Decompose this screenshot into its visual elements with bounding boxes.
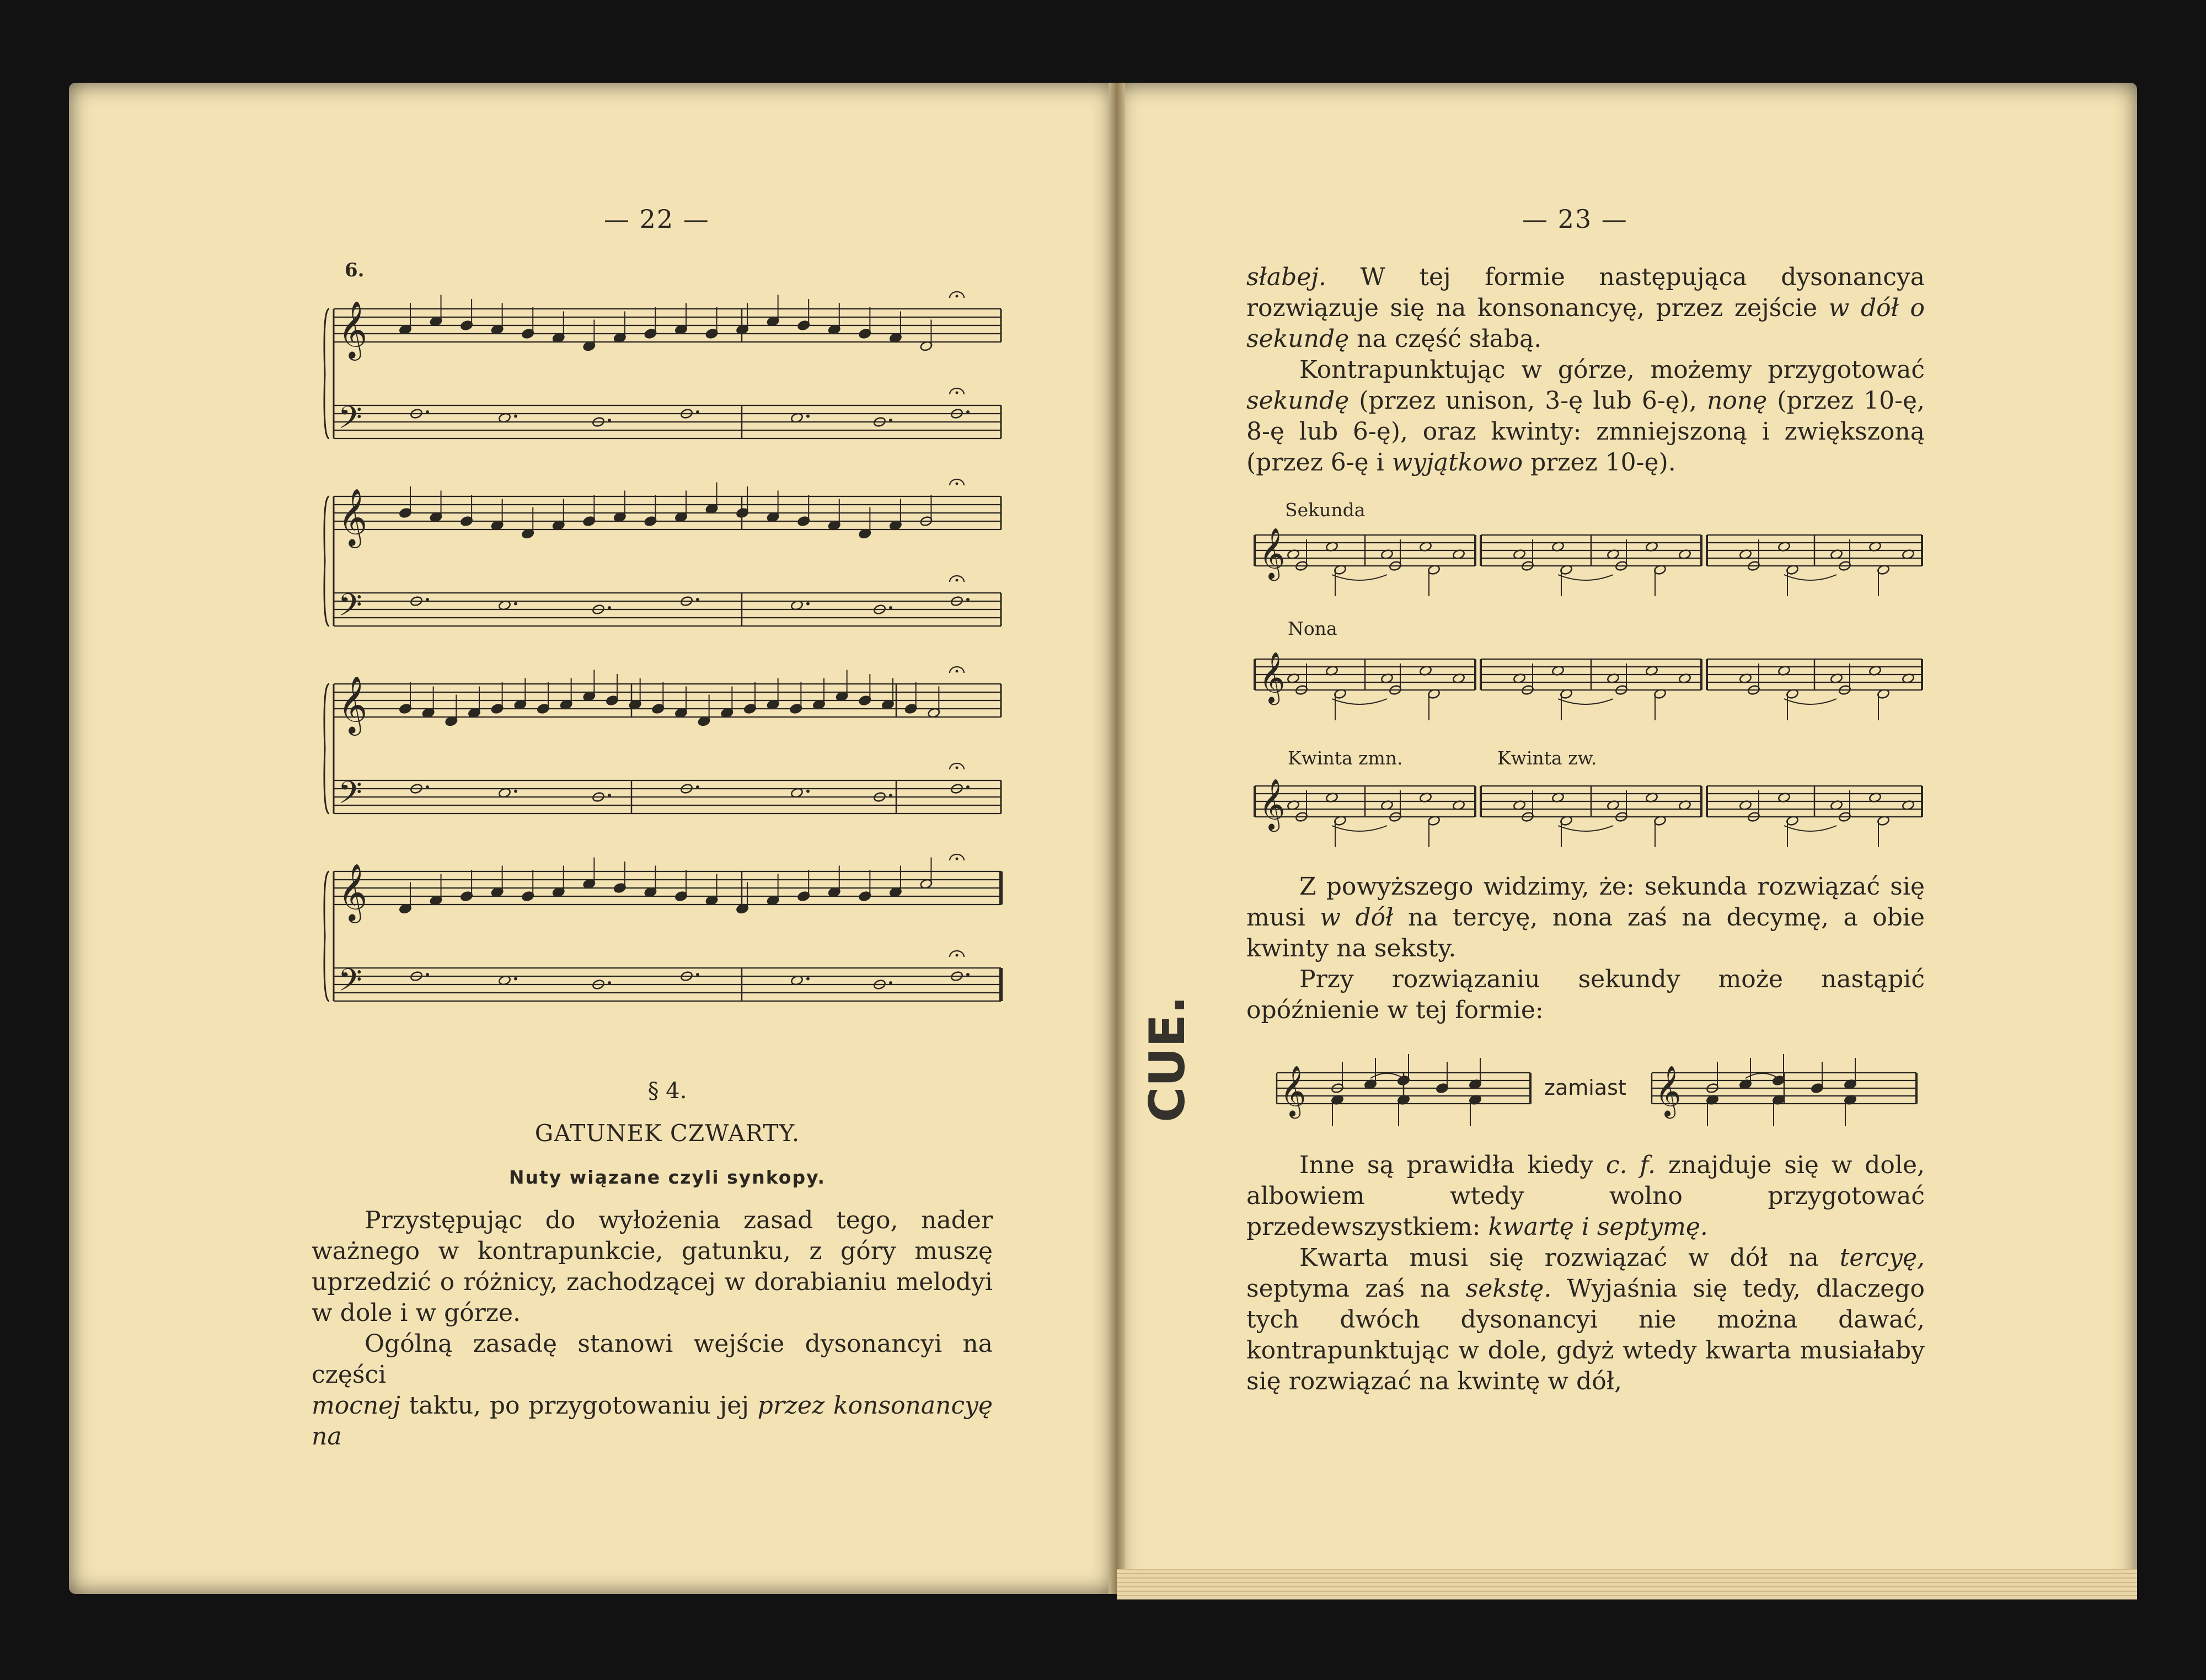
augmentation-dot [608,981,611,985]
clef-glyph: 𝄢 [338,587,362,631]
right-paragraph-6: Kwarta musi się rozwiązać w dół na tercyę, septyma zaś na sekstę. Wyjaśnia się tedy, dlaczego tych dwóch dysonancyi nie można dawać, kontrapunktując w dole, gdyż wtedy kwarta musiałaby się rozwiązać na kwintę w dół, [1246,1244,1925,1395]
left-paragraph-1: Przystępując do wyłożenia zasad tego, nader ważnego w kontrapunkcie, gatunku, z góry muszę uprzedzić o różnicy, zachodzącej w dorabianiu melodyi w dole i w górze. [312,1206,993,1327]
augmentation-dot [514,415,517,418]
right-body-bottom [1246,1150,1925,1397]
clef-glyph: 𝄢 [338,775,362,818]
tie [1784,826,1836,831]
augmentation-dot [966,785,970,789]
system-brace [324,871,329,1001]
augmentation-dot [514,790,517,793]
augmentation-dot [966,598,970,601]
fermata-dot [956,295,959,298]
clef-glyph: 𝄞 [1280,1065,1307,1116]
augmentation-dot [696,598,699,601]
right-body-middle [1246,871,1925,1026]
music-examples-left [323,287,1012,1037]
augmentation-dot [889,981,892,985]
folio-left: — 22 — [604,204,710,234]
section-sign: § 4. [647,1078,687,1104]
augmentation-dot [608,419,611,422]
library-stamp: CUE. [1139,996,1196,1122]
augmentation-dot [889,606,892,609]
augmentation-dot [696,410,699,414]
right-paragraph-1: słabej. W tej formie następująca dysonancya rozwiązuje się na konsonancyę, przez zejście w dół o sekundę na część słabą. [1246,263,1925,353]
augmentation-dot [426,973,429,976]
page-edges [1117,1569,2137,1599]
folio-right: — 23 — [1522,204,1628,234]
fermata-dot [956,483,959,485]
fermata-dot [956,858,959,860]
augmentation-dot [426,410,429,414]
system-brace [324,496,329,626]
tie [1558,699,1613,704]
augmentation-dot [966,973,970,976]
section-title: GATUNEK CZWARTY. [534,1120,800,1147]
right-paragraph-5: Inne są prawidła kiedy c. f. znajduje się w dole, albowiem wtedy wolno przygotować przedewszystkiem: kwartę i septymę. [1246,1151,1925,1241]
augmentation-dot [806,977,810,981]
clef-glyph: 𝄞 [1259,651,1286,703]
tie [1332,575,1387,580]
tie [1332,826,1387,831]
augmentation-dot [806,790,810,793]
tie [1558,826,1613,831]
augmentation-dot [514,977,517,981]
right-paragraph-3: Z powyższego widzimy, że: sekunda rozwiązać się musi w dół na tercyę, nona zaś na decymę, a obie kwinty na seksty. [1246,873,1925,962]
augmentation-dot [426,785,429,789]
left-last-line: mocnej taktu, po przygotowaniu jej przez konsonancyę na [312,1392,993,1451]
clef-glyph: 𝄞 [338,488,368,546]
section-subtitle: Nuty wiązane czyli synkopy. [508,1167,826,1188]
system-brace [324,684,329,814]
right-body-top [1246,262,1925,478]
label-sekunda: Sekunda [1285,499,1366,521]
augmentation-dot [608,606,611,609]
book-gutter [1109,83,1125,1594]
augmentation-dot [514,602,517,606]
augmentation-dot [806,415,810,418]
clef-glyph: 𝄞 [338,863,368,921]
music-examples-right [1244,524,1933,866]
left-body-text [312,1205,993,1452]
augmentation-dot [696,973,699,976]
augmentation-dot [966,410,970,414]
tie [1784,575,1836,580]
left-paragraph-2: Ogólną zasadę stanowi wejście dysonancyi na części [312,1330,993,1389]
fermata-dot [956,392,959,394]
clef-glyph: 𝄞 [1259,527,1286,579]
label-zamiast: zamiast [1544,1076,1626,1100]
clef-glyph: 𝄞 [338,301,368,359]
augmentation-dot [426,598,429,601]
clef-glyph: 𝄞 [1655,1065,1682,1116]
fermata-dot [956,579,959,582]
example-number: 6. [345,259,365,281]
clef-glyph: 𝄞 [1259,778,1286,830]
augmentation-dot [806,602,810,606]
fermata-dot [956,670,959,673]
augmentation-dot [889,419,892,422]
clef-glyph: 𝄞 [338,676,368,734]
tie [1558,575,1613,580]
augmentation-dot [696,785,699,789]
label-kwinta-zw: Kwinta zw. [1497,747,1597,769]
fermata-dot [956,954,959,957]
clef-glyph: 𝄢 [338,962,362,1006]
tie [1332,699,1387,704]
system-brace [324,309,329,438]
right-paragraph-2: Kontrapunktując w górze, możemy przygotować sekundę (przez unison, 3-ę lub 6-ę), nonę (przez 10-ę, 8-ę lub 6-ę), oraz kwinty: zmniejszoną i zwiększoną (przez 6-ę i wyjątkowo przez 10-ę). [1246,356,1925,477]
label-nona: Nona [1288,618,1337,639]
tie [1784,699,1836,704]
clef-glyph: 𝄢 [338,400,362,443]
right-paragraph-4: Przy rozwiązaniu sekundy może nastąpić opóźnienie w tej formie: [1246,965,1925,1024]
label-kwinta-zmn: Kwinta zmn. [1288,747,1403,769]
augmentation-dot [608,794,611,797]
fermata-dot [956,767,959,769]
augmentation-dot [889,794,892,797]
